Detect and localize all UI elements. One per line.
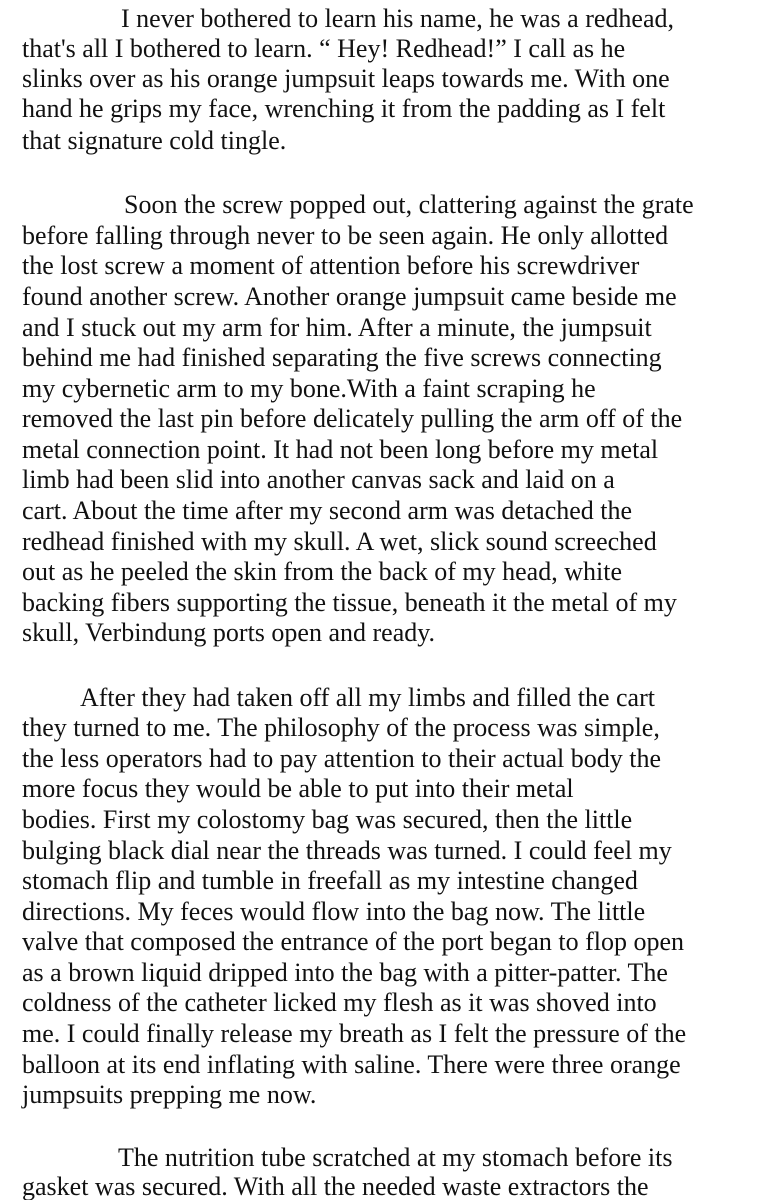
text-line: me. I could finally release my breath as I felt the pressure of the [22,1019,687,1048]
text-line: skull, Verbindung ports open and ready. [22,618,436,647]
text-line: the lost screw a moment of attention before his screwdriver [22,251,640,280]
text-line: hand he grips my face, wrenching it from the padding as I felt [22,94,666,123]
text-line: found another screw. Another orange jumpsuit came beside me [22,282,677,311]
text-line: as a brown liquid dripped into the bag with a pitter-patter. The [22,958,668,987]
text-line: backing fibers supporting the tissue, beneath it the metal of my [22,588,677,617]
text-line: I never bothered to learn his name, he was a redhead, [121,4,674,33]
text-line: my cybernetic arm to my bone.With a faint scraping he [22,374,596,403]
text-line: bulging black dial near the threads was turned. I could feel my [22,836,672,865]
text-line: gasket was secured. With all the needed waste extractors the [22,1172,649,1200]
text-line: before falling through never to be seen again. He only allotted [22,221,669,250]
text-line: more focus they would be able to put into their metal [22,774,574,803]
text-line: behind me had finished separating the five screws connecting [22,343,662,372]
text-line: metal connection point. It had not been long before my metal [22,435,659,464]
text-line: valve that composed the entrance of the port began to flop open [22,927,685,956]
text-line: redhead finished with my skull. A wet, slick sound screeched [22,527,657,556]
text-line: removed the last pin before delicately pulling the arm off of the [22,404,683,433]
text-line: The nutrition tube scratched at my stomach before its [118,1143,673,1172]
text-line: they turned to me. The philosophy of the process was simple, [22,713,660,742]
text-line: directions. My feces would flow into the bag now. The little [22,897,646,926]
text-line: balloon at its end inflating with saline. There were three orange [22,1050,681,1079]
text-line: and I stuck out my arm for him. After a minute, the jumpsuit [22,313,652,342]
text-line: After they had taken off all my limbs and filled the cart [80,683,655,712]
text-line: limb had been slid into another canvas sack and laid on a [22,465,615,494]
text-line: out as he peeled the skin from the back of my head, white [22,557,622,586]
text-line: the less operators had to pay attention to their actual body the [22,744,661,773]
text-line: jumpsuits prepping me now. [22,1080,317,1109]
text-line: cart. About the time after my second arm was detached the [22,496,633,525]
text-line: slinks over as his orange jumpsuit leaps towards me. With one [22,64,670,93]
text-line: Soon the screw popped out, clattering against the grate [124,190,694,219]
text-line: bodies. First my colostomy bag was secured, then the little [22,805,633,834]
text-line: that's all I bothered to learn. “ Hey! Redhead!” I call as he [22,34,626,63]
text-line: coldness of the catheter licked my flesh as it was shoved into [22,988,657,1017]
text-line: that signature cold tingle. [22,126,287,155]
text-line: stomach flip and tumble in freefall as my intestine changed [22,866,638,895]
